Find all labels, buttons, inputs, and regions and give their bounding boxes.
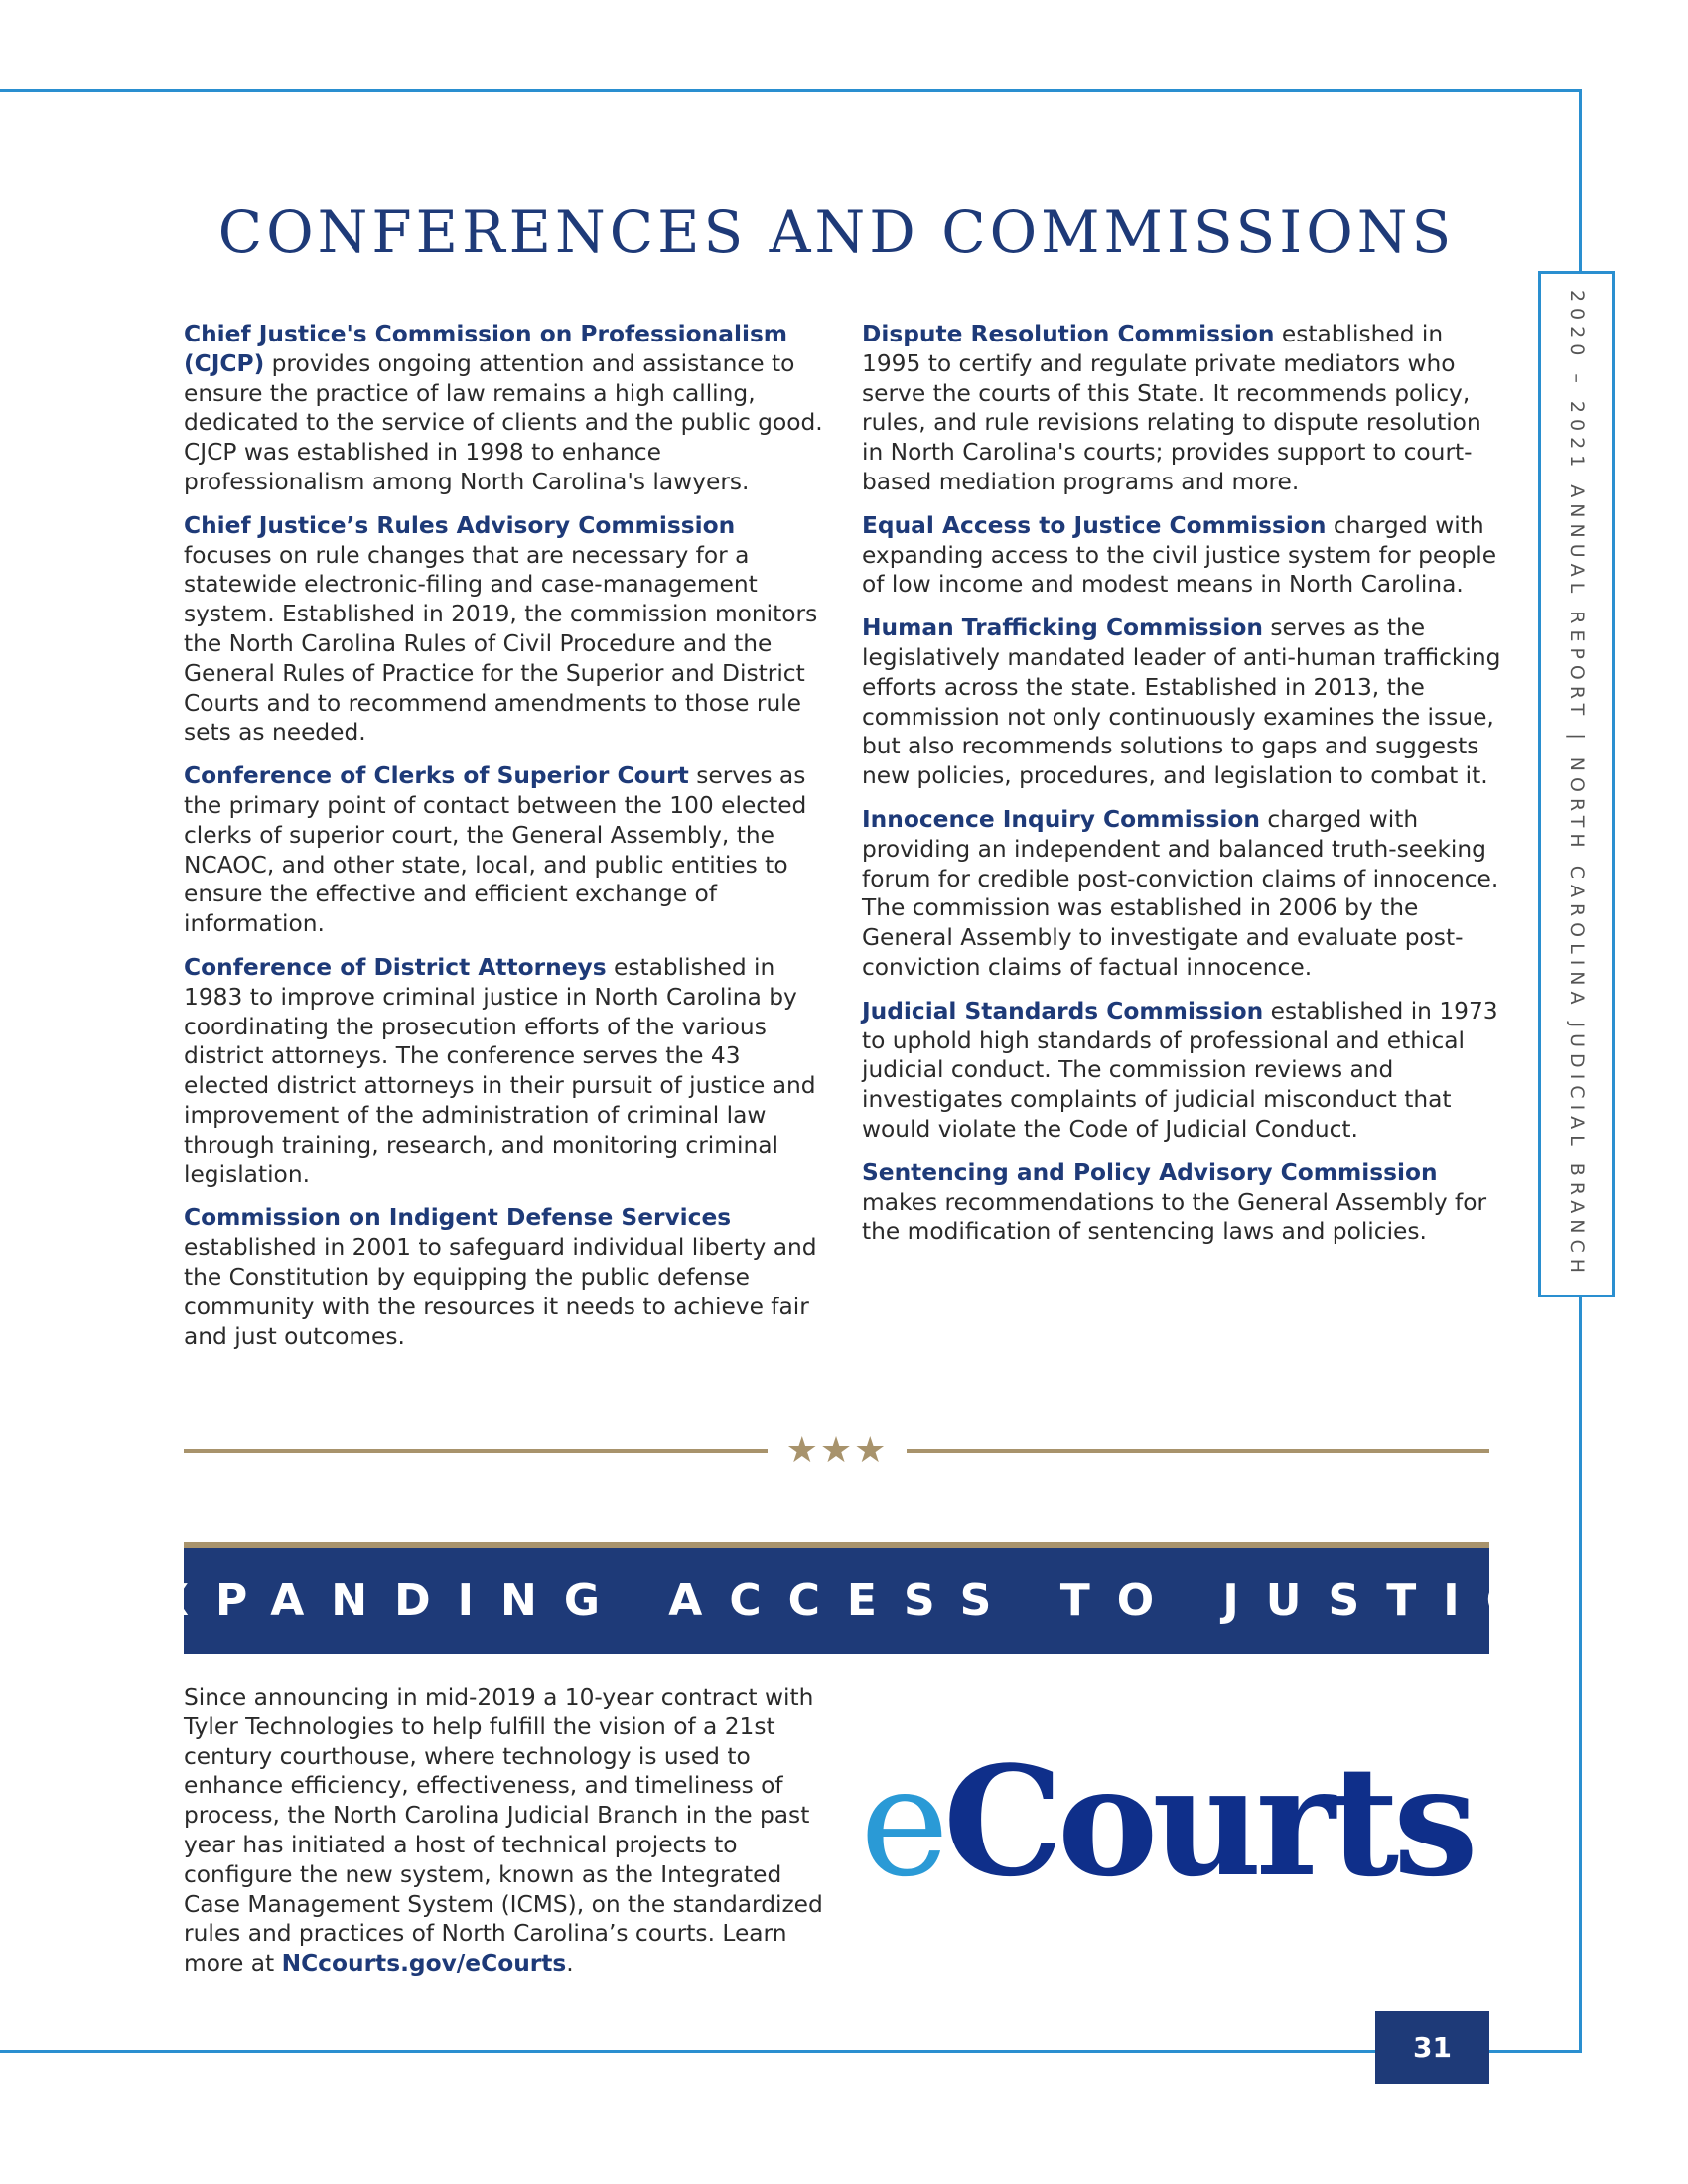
entry-sentencing-policy xyxy=(862,1159,1502,1247)
entry-judicial-standards xyxy=(862,997,1502,1145)
entry-text: charged with expanding access to the civil justice system for people of low income and modest means in North Carolina. xyxy=(862,511,1497,599)
entry-name: Chief Justice's Commission on Professionalism (CJCP) xyxy=(184,321,788,377)
entry-cjcp xyxy=(184,320,824,497)
entry-name: Commission on Indigent Defense Services xyxy=(184,1204,732,1232)
entry-indigent-defense xyxy=(184,1203,824,1351)
entry-text: established in 1983 to improve criminal justice in North Carolina by coordinating the prosecution efforts of the various district attorneys. The conference serves the 43 elected district attorneys in their pursuit of justice and improvement of the administration of criminal law through training, research, and monitoring criminal legislation. xyxy=(184,953,816,1188)
left-column xyxy=(184,320,824,1365)
ecourts-paragraph xyxy=(184,1683,829,1979)
section-banner xyxy=(98,1548,1602,1654)
divider-left-line xyxy=(184,1449,768,1453)
entry-text: charged with providing an independent and balanced truth-seeking forum for credible post-conviction claims of innocence. The commission was established in 2006 by the General Assembly to investigate and evaluate post-conviction claims of factual innocence. xyxy=(862,805,1499,981)
entry-text: provides ongoing attention and assistance to ensure the practice of law remains a high calling, dedicated to the service of clients and the public good. CJCP was established in 1998 to enhance professionalism among North Carolina's lawyers. xyxy=(184,349,823,495)
entry-rules-advisory xyxy=(184,511,824,748)
entry-name: Conference of District Attorneys xyxy=(184,953,607,981)
frame-bottom-rule xyxy=(0,2050,1582,2053)
logo-courts: Courts xyxy=(942,1732,1473,1910)
logo-e: e xyxy=(860,1734,943,1910)
right-column xyxy=(862,320,1502,1261)
banner-title: EXPANDING ACCESS TO JUSTICE xyxy=(98,1575,1602,1626)
page-number: 31 xyxy=(1375,2011,1489,2084)
entry-text: makes recommendations to the General Assembly for the modification of sentencing laws and policies. xyxy=(862,1188,1487,1246)
entry-district-attorneys xyxy=(184,953,824,1189)
entry-name: Equal Access to Justice Commission xyxy=(862,511,1327,539)
entry-text: established in 1995 to certify and regulate private mediators who serve the courts of this State. It recommends policy, rules, and rule revisions relating to dispute resolution in North Carolina's courts; provides support to court-based mediation programs and more. xyxy=(862,321,1481,495)
entry-name: Dispute Resolution Commission xyxy=(862,321,1275,347)
page-title: CONFERENCES AND COMMISSIONS xyxy=(217,199,1456,266)
entry-name: Judicial Standards Commission xyxy=(862,997,1264,1024)
ecourts-link[interactable]: NCcourts.gov/eCourts xyxy=(281,1950,567,1978)
entry-text: serves as the primary point of contact between the 100 elected clerks of superior court, the General Assembly, the NCAOC, and other state, local, and public entities to ensure the effective and efficient exchange of information. xyxy=(184,762,807,938)
entry-human-trafficking xyxy=(862,614,1502,791)
entry-text: established in 1973 to uphold high standards of professional and ethical judicial conduct. The commission reviews and investigates complaints of judicial misconduct that would violate the Code of Judicial Conduct. xyxy=(862,997,1498,1143)
ecourts-text: Since announcing in mid-2019 a 10-year contract with Tyler Technologies to help fulfill the vision of a 21st century courthouse, where technology is used to enhance efficiency, effectiveness, and timeliness of process, the North Carolina Judicial Branch in the past year has initiated a host of technical projects to configure the new system, known as the Integrated Case Management System (ICMS), on the standardized rules and practices of North Carolina’s courts. Learn more at xyxy=(184,1684,823,1978)
entry-name: Human Trafficking Commission xyxy=(862,614,1263,642)
entry-clerks-conference xyxy=(184,761,824,939)
three-stars-icon: ★★★ xyxy=(785,1431,889,1471)
entry-dispute-resolution xyxy=(862,320,1502,497)
entry-name: Innocence Inquiry Commission xyxy=(862,805,1260,833)
side-tab xyxy=(1538,271,1615,1297)
entry-innocence-inquiry xyxy=(862,805,1502,983)
entry-name: Chief Justice’s Rules Advisory Commission xyxy=(184,511,736,539)
entry-name: Conference of Clerks of Superior Court xyxy=(184,762,689,790)
entry-equal-access xyxy=(862,511,1502,600)
entry-name: Sentencing and Policy Advisory Commission xyxy=(862,1159,1438,1186)
side-tab-text: 2020 – 2021 ANNUAL REPORT | NORTH CAROLINA JUDICIAL BRANCH xyxy=(1565,289,1588,1280)
entry-text: focuses on rule changes that are necessary for a statewide electronic-filing and case-management system. Established in 2019, the commission monitors the North Carolina Rules of Civil Procedure and the General Rules of Practice for the Superior and District Courts and to recommend amendments to those rule sets as needed. xyxy=(184,541,818,747)
entry-text: established in 2001 to safeguard individual liberty and the Constitution by equipping the public defense community with the resources it needs to achieve fair and just outcomes. xyxy=(184,1234,817,1350)
ecourts-period: . xyxy=(566,1950,574,1978)
divider-right-line xyxy=(907,1449,1489,1453)
ecourts-logo xyxy=(860,1732,1495,1910)
entry-text: serves as the legislatively mandated leader of anti-human trafficking efforts across the state. Established in 2013, the commission not only continuously examines the issue, but also recommends solutions to gaps and suggests new policies, procedures, and legislation to combat it. xyxy=(862,614,1501,790)
frame-top-rule xyxy=(0,89,1582,92)
